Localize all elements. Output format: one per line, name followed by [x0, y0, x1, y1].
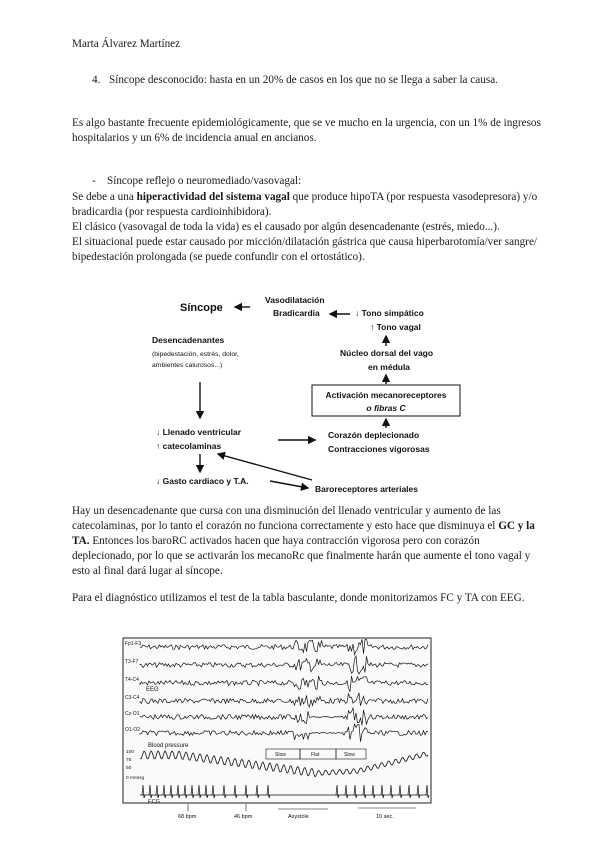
paragraph-reflex — [72, 190, 542, 265]
eeg-channel-label: O1-O2 — [125, 727, 141, 733]
syncope-flow-diagram — [140, 292, 480, 502]
diagram-nucleo-line2: en médula — [368, 362, 411, 372]
diagram-llenado-line2: ↑ catecolaminas — [156, 441, 222, 451]
eeg-channel-label: T3-F7 — [125, 659, 139, 665]
diagram-tono-vagal: ↑ Tono vagal — [370, 322, 421, 332]
asystole-label: Asystole — [288, 814, 309, 820]
diagram-tono-simpatico: ↓ Tono simpático — [355, 308, 424, 318]
eeg-channel-label: C3-C4 — [125, 695, 140, 701]
diagram-nucleo-line1: Núcleo dorsal del vago — [340, 348, 434, 358]
eeg-recording-figure — [118, 637, 436, 823]
reflex-s3: El situacional puede estar causado por micción/dilatación gástrica que causa hiperbarotomía/ver sangre/ bipedestación prolongada (se puede confundir con el ortostático). — [72, 236, 538, 263]
diagram-llenado-line1: ↓ Llenado ventricular — [156, 427, 242, 437]
paragraph-mechanism — [72, 504, 542, 579]
mechanism-s2: Entonces los baroRC activados hacen que haya contracción vigorosa pero con corazón deplecionado, por lo que se activarán los mecanoRc que finalmente harán que aumente el tono vagal y esto al final dará lugar al síncope. — [72, 535, 531, 577]
diagram-desencadenantes-title: Desencadenantes — [152, 335, 225, 345]
bp-label: Blood pressure — [148, 743, 189, 749]
diagram-activacion-line2: o fibras C — [366, 403, 406, 413]
segment-flat: Flat — [311, 752, 320, 758]
reflex-s2: El clásico (vasovagal de toda la vida) es el causado por algún desencadenante (estrés, miedo...). — [72, 221, 500, 233]
list-item-number: 4. — [92, 74, 101, 86]
diagram-vaso-line1: Vasodilatación — [265, 295, 325, 305]
diagram-vaso-line2: Bradicardia — [273, 308, 320, 318]
arrow-gasto-to-baro — [270, 481, 308, 488]
eeg-label: EEG — [146, 687, 159, 693]
eeg-channel-label: Cz-O1 — [125, 711, 140, 717]
segment-slow-2: Slow — [344, 752, 355, 758]
eeg-channel-label: Fp1-F3 — [125, 641, 142, 647]
scale-label: 10 sec. — [376, 814, 394, 820]
paragraph-frequency: Es algo bastante frecuente epidemiológicamente, que se ve mucho en la urgencia, con un 1% de ingresos hospitalarios y un 6% de incidencia anual en ancianos. — [72, 117, 541, 144]
reflex-s1-post: que produce hipoTA (por respuesta vasodepresora) y/o bradicardia (por respuesta cardioinhibidora). — [72, 191, 538, 218]
diagram-desencadenantes-line1: (bipedestación, estrés, dolor, — [152, 351, 239, 358]
hr1-label: 68 bpm — [178, 814, 197, 820]
diagram-sincope: Síncope — [180, 302, 223, 314]
mechanism-s1: Hay un desencadenante que cursa con una disminución del llenado ventricular y aumento de las catecolaminas, por lo tanto el corazón no funciona correctamente y esto hace que disminuya el — [72, 505, 501, 532]
bp-tick-0: 0 mmHg — [126, 776, 145, 781]
hr2-label: 46 bpm — [234, 814, 253, 820]
diagram-baro: Baroreceptores arteriales — [315, 484, 419, 494]
diagram-activacion-line1: Activación mecanoreceptores — [325, 390, 447, 400]
reflex-s1-bold: hiperactividad del sistema vagal — [136, 191, 290, 203]
bp-tick-50: 50 — [126, 766, 132, 771]
reflex-s1-pre: Se debe a una — [72, 191, 137, 203]
segment-slow-1: Slow — [275, 752, 286, 758]
bp-tick-75: 75 — [126, 758, 132, 763]
diagram-gasto: ↓ Gasto cardiaco y T.A. — [156, 476, 249, 486]
list-item-text: Síncope desconocido: hasta en un 20% de casos en los que no se llega a saber la causa. — [109, 74, 498, 86]
author-name: Marta Álvarez Martínez — [72, 38, 181, 50]
diagram-desencadenantes-line2: ambientes calurosos...) — [152, 362, 223, 369]
bullet-text: Síncope reflejo o neuromediado/vasovagal: — [107, 175, 302, 187]
bullet-marker: - — [92, 175, 96, 187]
paragraph-diagnosis: Para el diagnóstico utilizamos el test de la tabla basculante, donde monitorizamos FC y TA con EEG. — [72, 592, 525, 604]
diagram-corazon-line1: Corazón deplecionado — [328, 430, 420, 440]
mechanism-s1-bold: GC y la TA. — [72, 520, 535, 547]
eeg-channel-label: T4-C4 — [125, 677, 139, 683]
diagram-corazon-line2: Contracciones vigorosas — [328, 444, 430, 454]
ecg-label: ECG — [148, 799, 160, 805]
bp-tick-100: 100 — [126, 750, 135, 755]
